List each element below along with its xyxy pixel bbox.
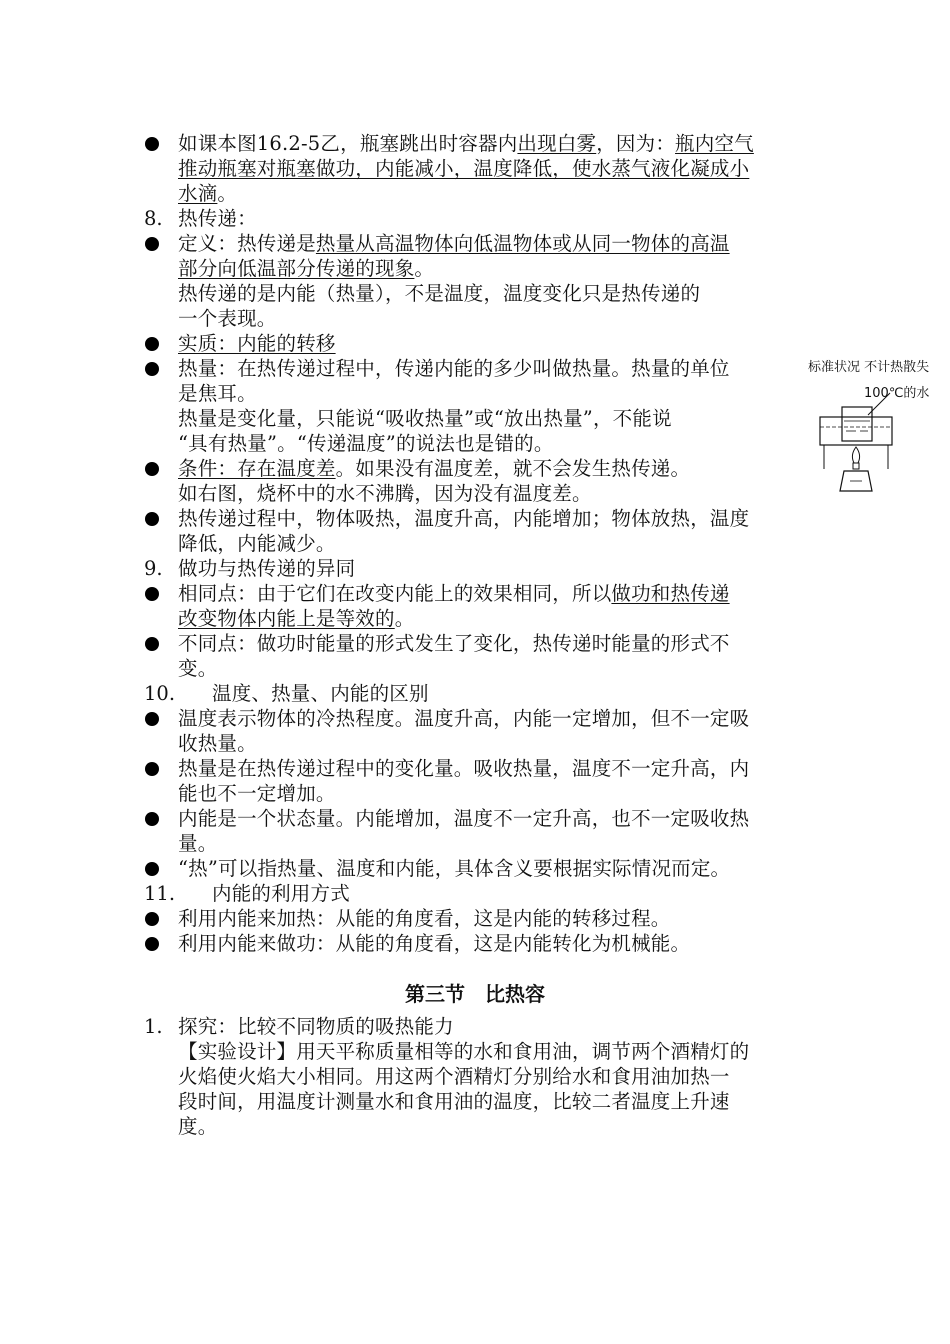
text-run: 热传递的是内能（热量），不是温度，温度变化只是热传递的 bbox=[178, 282, 701, 305]
item-number: 9. bbox=[144, 557, 163, 580]
text-line bbox=[178, 356, 730, 381]
text-run: 温度、热量、内能的区别 bbox=[212, 682, 429, 705]
text-run: 火焰使火焰大小相同。用这两个酒精灯分别给水和食用油加热一 bbox=[178, 1065, 730, 1088]
bullet-icon bbox=[145, 637, 159, 651]
text-line bbox=[178, 756, 749, 781]
text-line bbox=[178, 1089, 730, 1114]
text-line bbox=[178, 156, 749, 181]
text-line bbox=[178, 856, 730, 881]
text-run: 降低，内能减少。 bbox=[178, 532, 336, 555]
bullet-icon bbox=[145, 937, 159, 951]
underlined-text: 出现白雾 bbox=[517, 132, 597, 155]
item-number: 11. bbox=[144, 882, 176, 905]
text-line bbox=[178, 606, 414, 631]
bullet-icon bbox=[145, 762, 159, 776]
underlined-text: 热量从高温物体向低温物体或从同一物体的高温 bbox=[315, 232, 730, 255]
text-run: 探究：比较不同物质的吸热能力 bbox=[178, 1015, 454, 1038]
beaker-figure bbox=[806, 355, 950, 505]
text-run: 段时间，用温度计测量水和食用油的温度，比较二者温度上升速 bbox=[178, 1090, 730, 1113]
text-line bbox=[178, 931, 690, 956]
text-line bbox=[178, 831, 217, 856]
text-line bbox=[178, 731, 257, 756]
text-run: 热量是变化量，只能说“吸收热量”或“放出热量”，不能说 bbox=[178, 407, 672, 430]
text-line bbox=[178, 181, 237, 206]
text-run: 热传递： bbox=[178, 207, 257, 230]
text-line bbox=[178, 1014, 454, 1039]
text-run: 收热量。 bbox=[178, 732, 257, 755]
text-run: 如右图，烧杯中的水不沸腾，因为没有温度差。 bbox=[178, 482, 592, 505]
text-run: 利用内能来加热：从能的角度看，这是内能的转移过程。 bbox=[178, 907, 671, 930]
text-line bbox=[178, 1064, 730, 1089]
item-number: 8. bbox=[144, 207, 163, 230]
underlined-text: 推动瓶塞对瓶塞做功，内能减小，温度降低，使水蒸气液化凝成小 bbox=[178, 157, 750, 180]
text-run: “热”可以指热量、温度和内能，具体含义要根据实际情况而定。 bbox=[178, 857, 731, 880]
text-line bbox=[178, 206, 257, 231]
text-run: 。 bbox=[394, 607, 415, 630]
text-line bbox=[178, 531, 336, 556]
bullet-icon bbox=[145, 137, 159, 151]
bullet-icon bbox=[145, 812, 159, 826]
text-line bbox=[178, 306, 277, 331]
text-line bbox=[178, 131, 754, 156]
bullet-icon bbox=[145, 862, 159, 876]
text-line bbox=[178, 481, 592, 506]
item-number: 10. bbox=[144, 682, 176, 705]
text-line bbox=[178, 906, 671, 931]
text-line bbox=[178, 281, 700, 306]
text-line bbox=[178, 431, 554, 456]
text-run: 相同点：由于它们在改变内能上的效果相同，所以 bbox=[178, 582, 612, 605]
text-run: 量。 bbox=[178, 832, 218, 855]
bullet-icon bbox=[145, 462, 159, 476]
text-line bbox=[178, 256, 434, 281]
text-line bbox=[178, 781, 336, 806]
figure-label-water: 100℃的水 bbox=[864, 386, 930, 401]
section-heading: 第三节 比热容 bbox=[405, 982, 545, 1006]
text-line bbox=[178, 581, 730, 606]
text-run: 利用内能来做功：从能的角度看，这是内能转化为机械能。 bbox=[178, 932, 691, 955]
text-run: ，因为： bbox=[596, 132, 676, 155]
text-run: 。 bbox=[217, 182, 238, 205]
figure-label-conditions: 标准状况 不计热散失 bbox=[808, 360, 930, 375]
text-line bbox=[178, 706, 749, 731]
text-run: 温度表示物体的冷热程度。温度升高，内能一定增加，但不一定吸 bbox=[178, 707, 750, 730]
text-line bbox=[178, 1039, 749, 1064]
text-line bbox=[178, 406, 672, 431]
bullet-icon bbox=[145, 512, 159, 526]
text-run: 变。 bbox=[178, 657, 218, 680]
text-line bbox=[212, 681, 429, 706]
bullet-icon bbox=[145, 362, 159, 376]
item-number: 1. bbox=[144, 1015, 163, 1038]
bullet-icon bbox=[145, 237, 159, 251]
text-line bbox=[178, 381, 257, 406]
bullet-icon bbox=[145, 587, 159, 601]
underlined-text: 瓶内空气 bbox=[675, 132, 754, 155]
text-run: 做功与热传递的异同 bbox=[178, 557, 356, 580]
text-line bbox=[178, 1114, 217, 1139]
bullet-icon bbox=[145, 912, 159, 926]
bullet-icon bbox=[145, 337, 159, 351]
text-run: 热量是在热传递过程中的变化量。吸收热量，温度不一定升高，内 bbox=[178, 757, 750, 780]
text-run: 是焦耳。 bbox=[178, 382, 257, 405]
text-run: 一个表现。 bbox=[178, 307, 277, 330]
underlined-text: 部分向低温部分传递的现象 bbox=[178, 257, 415, 280]
text-line bbox=[178, 656, 217, 681]
text-line bbox=[178, 631, 730, 656]
text-run: 。 bbox=[414, 257, 435, 280]
text-line bbox=[178, 556, 355, 581]
text-run: 不同点：做功时能量的形式发生了变化，热传递时能量的形式不 bbox=[178, 632, 730, 655]
text-run: 内能是一个状态量。内能增加，温度不一定升高，也不一定吸收热 bbox=[178, 807, 750, 830]
text-run: 【实验设计】用天平称质量相等的水和食用油，调节两个酒精灯的 bbox=[178, 1040, 750, 1063]
text-line bbox=[178, 456, 690, 481]
text-run: 度。 bbox=[178, 1115, 218, 1138]
text-line bbox=[212, 881, 350, 906]
underlined-text: 实质：内能的转移 bbox=[178, 332, 336, 355]
text-line bbox=[178, 331, 336, 356]
text-line bbox=[178, 806, 749, 831]
text-run: “具有热量”。“传递温度”的说法也是错的。 bbox=[178, 432, 554, 455]
text-run: 。如果没有温度差，就不会发生热传递。 bbox=[335, 457, 691, 480]
underlined-text: 做功和热传递 bbox=[611, 582, 730, 605]
text-run: 能也不一定增加。 bbox=[178, 782, 336, 805]
text-line bbox=[178, 506, 749, 531]
text-run: 定义：热传递是 bbox=[178, 232, 316, 255]
bullet-icon bbox=[145, 712, 159, 726]
underlined-text: 改变物体内能上是等效的 bbox=[178, 607, 395, 630]
underlined-text: 条件：存在温度差 bbox=[178, 457, 336, 480]
text-line bbox=[178, 231, 730, 256]
underlined-text: 水滴 bbox=[178, 182, 218, 205]
text-run: 如课本图16.2-5乙，瓶塞跳出时容器内 bbox=[178, 132, 518, 155]
text-run: 热传递过程中，物体吸热，温度升高，内能增加；物体放热，温度 bbox=[178, 507, 750, 530]
text-run: 内能的利用方式 bbox=[212, 882, 350, 905]
text-run: 热量：在热传递过程中，传递内能的多少叫做热量。热量的单位 bbox=[178, 357, 730, 380]
